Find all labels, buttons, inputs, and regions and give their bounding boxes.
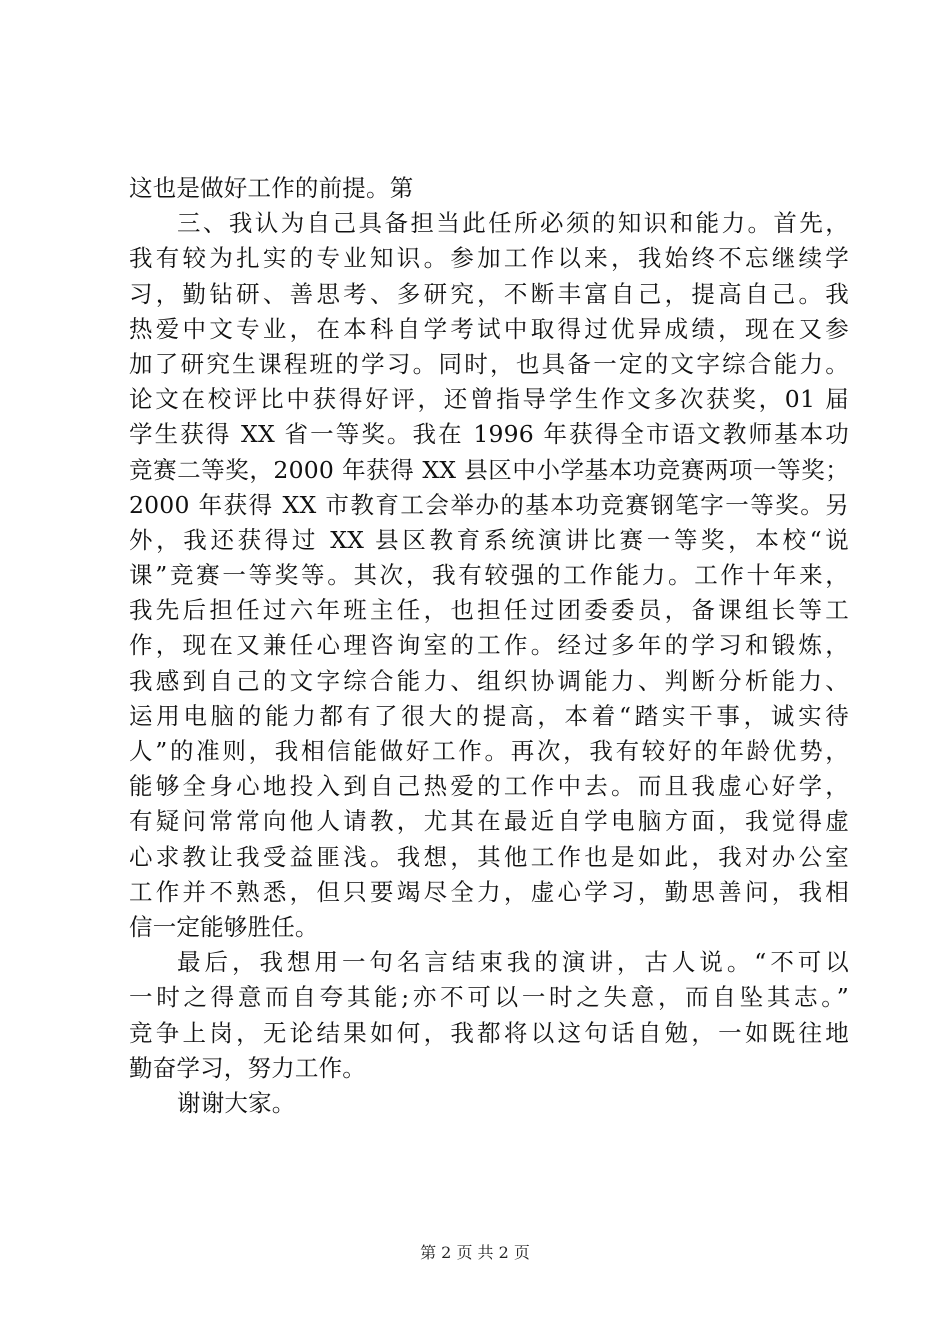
text-line: 有疑问常常向他人请教，尤其在最近自学电脑方面，我觉得虚 xyxy=(129,807,849,836)
text-line: 竞赛二等奖，2000 年获得 XX 县区中小学基本功竞赛两项一等奖； xyxy=(129,455,849,484)
text-line: 竞争上岗，无论结果如何，我都将以这句话自勉，一如既往地 xyxy=(129,1018,849,1047)
text-line: 热爱中文专业，在本科自学考试中取得过优异成绩，现在又参 xyxy=(129,314,849,343)
text-line: 加了研究生课程班的学习。同时，也具备一定的文字综合能力。 xyxy=(129,349,849,378)
text-line: 习，勤钻研、善思考、多研究，不断丰富自己，提高自己。我 xyxy=(129,279,849,308)
text-line: 我有较为扎实的专业知识。参加工作以来，我始终不忘继续学 xyxy=(129,244,849,273)
text-line: 这也是做好工作的前提。第 xyxy=(129,174,414,202)
text-line: 人”的准则，我相信能做好工作。再次，我有较好的年龄优势， xyxy=(129,737,849,765)
text-line: 三、我认为自己具备担当此任所必须的知识和能力。首先， xyxy=(177,209,849,238)
text-line: 作，现在又兼任心理咨询室的工作。经过多年的学习和锻炼， xyxy=(129,631,849,660)
text-line: 谢谢大家。 xyxy=(177,1088,296,1117)
text-line: 我先后担任过六年班主任，也担任过团委委员，备课组长等工 xyxy=(129,596,849,625)
text-line: 能够全身心地投入到自己热爱的工作中去。而且我虚心好学， xyxy=(129,772,849,801)
text-line: 心求教让我受益匪浅。我想，其他工作也是如此，我对办公室 xyxy=(129,842,849,871)
text-line: 课”竞赛一等奖等。其次，我有较强的工作能力。工作十年来， xyxy=(129,561,849,590)
document-body xyxy=(129,171,849,1121)
page-footer: 第 2 页 共 2 页 xyxy=(420,1243,530,1262)
text-line: 我感到自己的文字综合能力、组织协调能力、判断分析能力、 xyxy=(129,666,849,695)
text-line: 勤奋学习，努力工作。 xyxy=(129,1053,366,1082)
text-line: 外，我还获得过 XX 县区教育系统演讲比赛一等奖，本校“说 xyxy=(129,525,849,554)
text-line: 运用电脑的能力都有了很大的提高，本着“踏实干事，诚实待 xyxy=(129,701,849,730)
text-line: 2000 年获得 XX 市教育工会举办的基本功竞赛钢笔字一等奖。另 xyxy=(129,490,849,519)
text-line: 论文在校评比中获得好评，还曾指导学生作文多次获奖，01 届 xyxy=(129,385,849,414)
text-line: 工作并不熟悉，但只要竭尽全力，虚心学习，勤思善问，我相 xyxy=(129,877,849,906)
text-line: 一时之得意而自夸其能;亦不可以一时之失意，而自坠其志。” xyxy=(129,983,849,1012)
text-line: 最后，我想用一句名言结束我的演讲，古人说。“不可以 xyxy=(177,948,849,977)
text-line: 信一定能够胜任。 xyxy=(129,912,319,941)
text-line: 学生获得 XX 省一等奖。我在 1996 年获得全市语文教师基本功 xyxy=(129,420,849,449)
